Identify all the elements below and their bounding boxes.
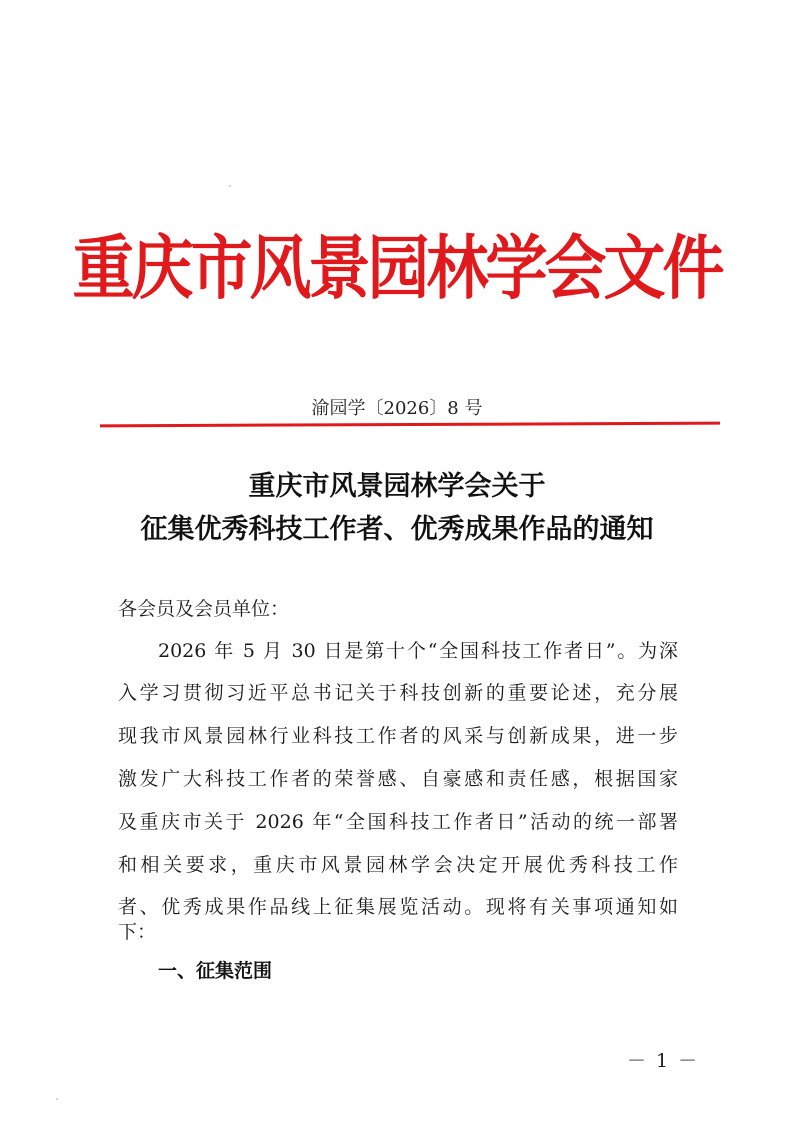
- scan-speck: [229, 185, 231, 187]
- body-line: 激发广大科技工作者的荣誉感、自豪感和责任感，根据国家: [118, 768, 678, 790]
- document-masthead: 重庆市风景园林学会文件: [72, 226, 722, 309]
- document-number: 渝园学〔2026〕8 号: [311, 398, 483, 419]
- body-line: 下：: [118, 921, 157, 943]
- body-line: 入学习贯彻习近平总书记关于科技创新的重要论述，充分展: [118, 682, 678, 704]
- page-number: － 1 －: [627, 1050, 700, 1072]
- scan-speck: [56, 1098, 58, 1100]
- notice-title-line-1: 重庆市风景园林学会关于: [248, 471, 546, 502]
- body-line: 现我市风景园林行业科技工作者的风采与创新成果，进一步: [118, 725, 678, 747]
- body-line: 及重庆市关于 2026 年“全国科技工作者日”活动的统一部署: [118, 811, 678, 833]
- body-line: 和相关要求，重庆市风景园林学会决定开展优秀科技工作: [118, 854, 678, 876]
- salutation: 各会员及会员单位：: [118, 598, 290, 620]
- body-line: 者、优秀成果作品线上征集展览活动。现将有关事项通知如: [118, 896, 678, 918]
- section-heading: 一、征集范围: [158, 960, 273, 982]
- notice-title-line-2: 征集优秀科技工作者、优秀成果作品的通知: [140, 514, 654, 545]
- body-line: 2026 年 5 月 30 日是第十个“全国科技工作者日”。为深: [158, 640, 678, 662]
- red-divider-line: [100, 422, 720, 428]
